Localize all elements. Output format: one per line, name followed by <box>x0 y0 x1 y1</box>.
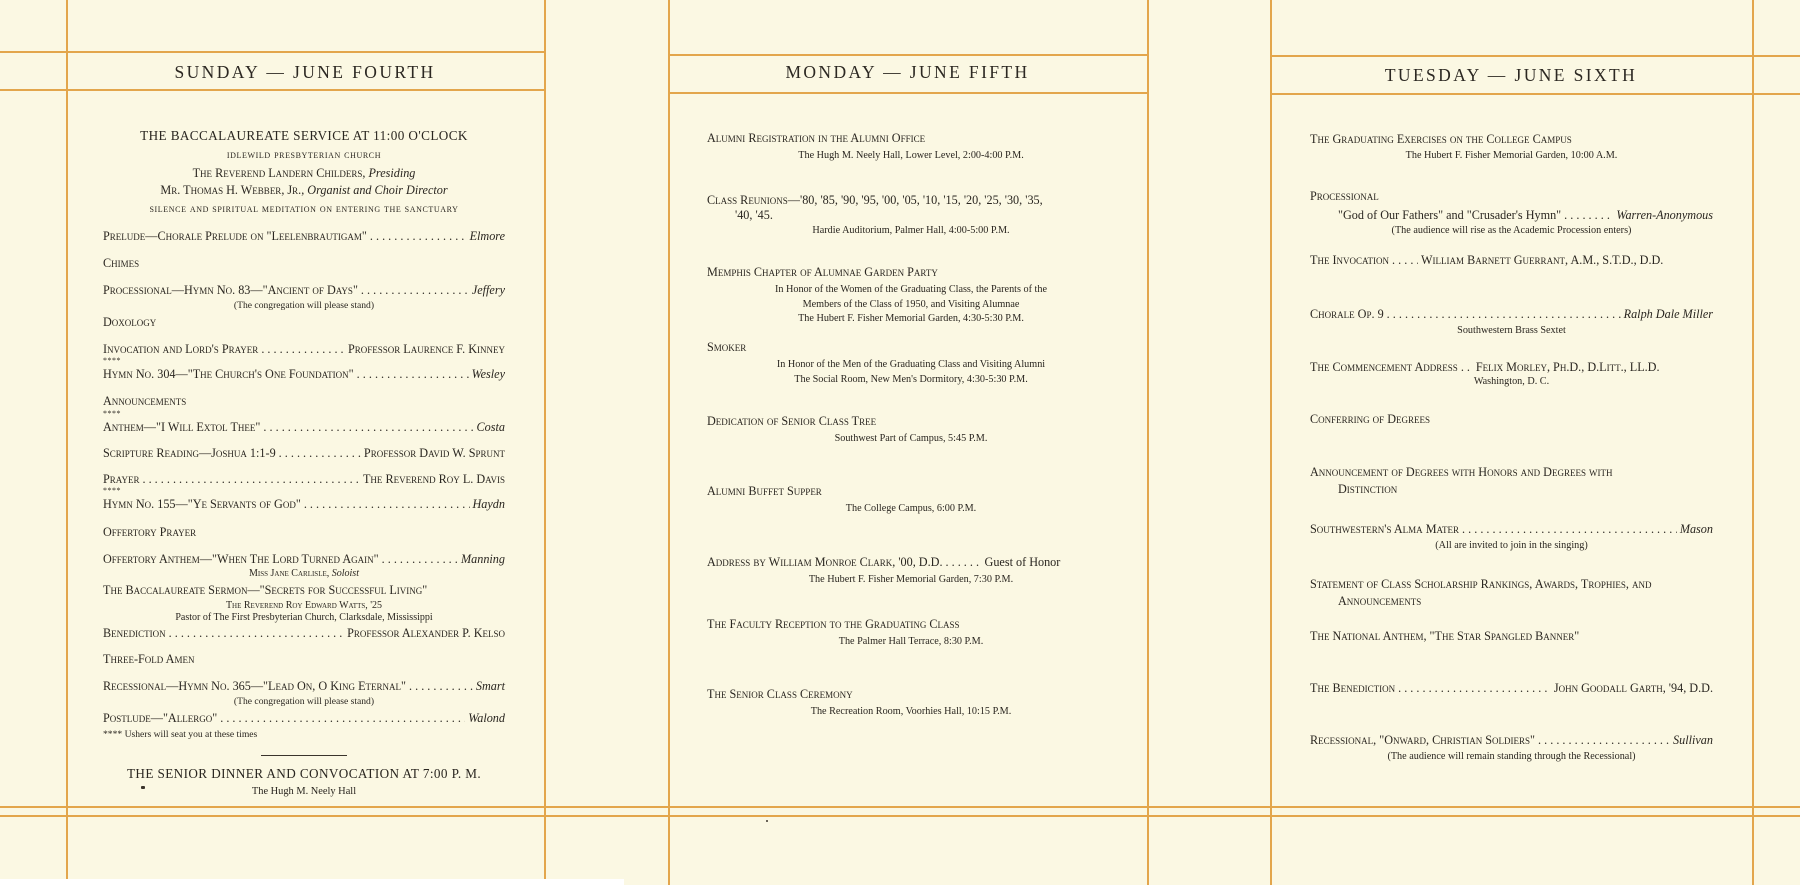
event-details <box>707 358 1115 387</box>
guide-line <box>1270 55 1800 57</box>
dot-leader <box>304 497 470 512</box>
sermon-label: The Baccalaureate Sermon—"Secrets for Successful Living" <box>103 582 428 597</box>
sunday-program <box>103 128 505 798</box>
soloist-name: Miss Jane Carlisle, <box>249 568 330 580</box>
event-detail: The Hugh M. Neely Hall, Lower Level, 2:00-4:00 P.M. <box>798 150 1024 162</box>
tuesday-item <box>1310 360 1713 389</box>
church-name: idlewild presbyterian church <box>226 148 382 161</box>
hymn-155-label: Hymn No. 155—"Ye Servants of God" <box>103 497 301 512</box>
invocation-label: The Invocation <box>1310 253 1390 267</box>
exercises-place: The Hubert F. Fisher Memorial Garden, 10:00 A.M. <box>1405 150 1618 162</box>
presiding-role: Presiding <box>368 165 416 180</box>
tuesday-item <box>1310 465 1713 498</box>
dot-leader <box>169 626 345 641</box>
event-title: The Senior Class Ceremony <box>707 687 853 701</box>
presiding-line <box>103 166 505 181</box>
recessional-label: Recessional, "Onward, Christian Soldiers" <box>1310 733 1536 747</box>
benediction-label: Benediction <box>103 625 166 640</box>
postlude-row <box>103 711 505 726</box>
alma-mater-label: Southwestern's Alma Mater <box>1310 522 1460 536</box>
tuesday-item <box>1310 412 1713 427</box>
hymn-304-composer: Wesley <box>471 367 505 382</box>
monday-event <box>707 617 1115 650</box>
guide-line <box>66 0 68 885</box>
benediction-row <box>1310 681 1713 696</box>
postlude-label: Postlude—"Allergo" <box>103 710 218 725</box>
dot-leader <box>409 679 473 694</box>
tuesday-item <box>1310 681 1713 696</box>
event-details <box>707 283 1115 326</box>
guide-line <box>544 0 546 885</box>
dot-leader <box>1398 681 1551 696</box>
guide-line <box>668 54 1147 56</box>
dot-leader <box>1538 733 1670 748</box>
event-title-continued: '40, '45. <box>735 208 773 223</box>
scripture-row <box>103 446 505 461</box>
event-detail: The Palmer Hall Terrace, 8:30 P.M. <box>838 636 984 648</box>
doxology: Doxology <box>103 314 157 329</box>
offertory-anthem-label: Offertory Anthem—"When The Lord Turned Again" <box>103 551 379 566</box>
prelude-label: Prelude—Chorale Prelude on "Leelenbrautigam" <box>103 228 367 243</box>
event-title-row <box>707 555 1115 570</box>
tuesday-item <box>1310 253 1713 268</box>
event-title: The Faculty Reception to the Graduating Class <box>707 617 960 631</box>
benediction-person: Professor Alexander P. Kelso <box>347 625 505 640</box>
soloist-role: Soloist <box>331 568 359 580</box>
monday-event <box>707 687 1115 720</box>
event-detail: The College Campus, 6:00 P.M. <box>845 503 977 515</box>
baccalaureate-title: THE BACCALAUREATE SERVICE AT 11:00 O'CLOCK <box>140 128 468 143</box>
chorale-composer: Ralph Dale Miller <box>1623 307 1713 321</box>
offertory-prayer: Offertory Prayer <box>103 524 197 539</box>
invocation-row <box>103 342 505 357</box>
processional-hymns: "God of Our Fathers" and "Crusader's Hymn" <box>1338 208 1562 223</box>
event-title: Address by William Monroe Clark, '00, D.D. <box>707 555 943 569</box>
usher-stars: **** <box>103 356 121 366</box>
hymn-155-row <box>103 497 505 512</box>
event-detail: Members of the Class of 1950, and Visiting Alumnae <box>802 298 1020 310</box>
dot-leader <box>370 229 467 244</box>
processional-row <box>103 283 505 298</box>
hymn-304-label: Hymn No. 304—"The Church's One Foundation" <box>103 367 354 382</box>
processional-row <box>1310 208 1713 223</box>
address-row <box>1310 360 1713 375</box>
alma-mater-row <box>1310 522 1713 537</box>
address-person: Felix Morley, Ph.D., D.Litt., LL.D. <box>1475 360 1660 374</box>
hymn-304-row <box>103 367 505 382</box>
prayer-person: The Reverend Roy L. Davis <box>362 472 505 487</box>
guide-line <box>0 51 544 53</box>
guide-line <box>0 89 544 91</box>
event-detail: Hardie Auditorium, Palmer Hall, 4:00-5:00 P.M. <box>812 224 1010 236</box>
tuesday-item <box>1310 189 1713 237</box>
organist-role: Organist and Choir Director <box>307 183 448 198</box>
benediction-row <box>103 626 505 641</box>
organist-line <box>103 183 505 198</box>
event-title: Memphis Chapter of Alumnae Garden Party <box>707 265 938 279</box>
announcement-line: Announcement of Degrees with Honors and Degrees with <box>1310 465 1613 479</box>
guide-line <box>0 815 1800 817</box>
alma-mater-note: (All are invited to join in the singing) <box>1435 540 1588 552</box>
usher-stars: **** <box>103 486 121 496</box>
tuesday-item <box>1310 577 1713 610</box>
address-label: The Commencement Address <box>1310 360 1458 374</box>
dot-leader <box>1564 208 1613 223</box>
sermon-preacher: The Reverend Roy Edward Watts, '25 <box>225 599 383 611</box>
guide-line <box>668 0 670 885</box>
tuesday-item <box>1310 629 1713 644</box>
soloist-line <box>103 568 505 581</box>
processional-label: Processional <box>1310 189 1379 203</box>
recessional-row <box>103 679 505 694</box>
announcements: Announcements <box>103 394 187 409</box>
tuesday-item <box>1310 307 1713 338</box>
prelude-row <box>103 229 505 244</box>
day-heading-tuesday: TUESDAY — JUNE SIXTH <box>1384 65 1638 85</box>
prelude-composer: Elmore <box>469 228 505 243</box>
recessional-composer: Sullivan <box>1673 733 1713 747</box>
dot-leader <box>279 446 361 461</box>
chorale-row <box>1310 307 1713 322</box>
processional-note: (The audience will rise as the Academic Procession enters) <box>1391 224 1632 236</box>
benediction-person: John Goodall Garth, '94, D.D. <box>1553 681 1713 695</box>
announcement-line: Distinction <box>1338 482 1398 497</box>
dot-leader <box>142 472 360 487</box>
event-title: Alumni Buffet Supper <box>707 484 822 498</box>
event-detail: The Recreation Room, Voorhies Hall, 10:15 P.M. <box>810 706 1012 718</box>
guide-line <box>668 92 1147 94</box>
anthem-row <box>103 420 505 435</box>
address-place: Washington, D. C. <box>1473 376 1550 388</box>
ushers-note: **** Ushers will seat you at these times <box>103 728 258 740</box>
prayer-label: Prayer <box>103 472 140 487</box>
alma-mater-composer: Mason <box>1679 522 1713 536</box>
guide-line <box>1270 0 1272 885</box>
offertory-anthem-composer: Manning <box>460 551 505 566</box>
dot-leader <box>220 711 465 726</box>
organist-name: Mr. Thomas H. Webber, Jr., <box>160 183 305 198</box>
invocation-label: Invocation and Lord's Prayer <box>103 341 259 356</box>
event-honor: Guest of Honor <box>984 555 1061 569</box>
event-title: Alumni Registration in the Alumni Office <box>707 131 926 145</box>
ink-speck <box>141 786 145 789</box>
recessional-row <box>1310 733 1713 748</box>
event-detail: The Social Room, New Men's Dormitory, 4:30-5:30 P.M. <box>794 373 1028 385</box>
dot-leader <box>1392 253 1418 268</box>
dot-leader <box>263 420 473 435</box>
event-title: Smoker <box>707 340 747 354</box>
processional-note: (The congregation will please stand) <box>233 299 375 311</box>
monday-event <box>707 340 1115 387</box>
invocation-person: William Barnett Guerrant, A.M., S.T.D., D.D. <box>1421 253 1664 267</box>
dot-leader <box>261 342 345 357</box>
prayer-row <box>103 472 505 487</box>
invocation-row <box>1310 253 1713 268</box>
dot-leader <box>357 367 469 382</box>
tuesday-item <box>1310 733 1713 764</box>
dot-leader <box>382 552 458 567</box>
event-title: Class Reunions—'80, '85, '90, '95, '00, '05, '10, '15, '20, '25, '30, '35, <box>707 193 1043 207</box>
guide-line <box>1147 0 1149 885</box>
monday-event <box>707 131 1115 164</box>
presiding-name: The Reverend Landern Childers, <box>192 165 366 180</box>
day-heading-sunday: SUNDAY — JUNE FOURTH <box>174 62 436 82</box>
event-detail: In Honor of the Men of the Graduating Class and Visiting Alumni <box>776 359 1046 371</box>
offertory-anthem-row <box>103 552 505 567</box>
guide-line <box>1752 0 1754 885</box>
statement-line: Announcements <box>1338 594 1422 609</box>
monday-event <box>707 265 1115 326</box>
benediction-label: The Benediction <box>1310 681 1396 695</box>
anthem-label: Anthem—"I Will Extol Thee" <box>103 419 261 434</box>
event-detail: The Hubert F. Fisher Memorial Garden, 4:30-5:30 P.M. <box>798 312 1024 324</box>
processional-label: Processional—Hymn No. 83—"Ancient of Days" <box>103 283 358 298</box>
statement-line: Statement of Class Scholarship Rankings, Awards, Trophies, and <box>1310 577 1652 591</box>
postlude-composer: Walond <box>468 710 505 725</box>
sermon-pastor: Pastor of The First Presbyterian Church, Clarksdale, Mississippi <box>175 612 433 624</box>
event-detail: In Honor of the Women of the Graduating Class, the Parents of the <box>774 284 1047 296</box>
scripture-label: Scripture Reading—Joshua 1:1-9 <box>103 445 276 460</box>
day-heading-monday: MONDAY — JUNE FIFTH <box>785 62 1030 82</box>
senior-dinner-title: THE SENIOR DINNER AND CONVOCATION AT 7:00 P. M. <box>126 765 482 781</box>
conferring-degrees: Conferring of Degrees <box>1310 412 1431 426</box>
chorale-label: Chorale Op. 9 <box>1310 307 1384 321</box>
senior-dinner-place: The Hugh M. Neely Hall <box>251 786 357 798</box>
ink-speck <box>766 820 768 822</box>
processional-composer: Warren-Anonymous <box>1616 208 1713 223</box>
divider-rule <box>261 755 347 756</box>
recessional-note: (The congregation will please stand) <box>233 695 375 707</box>
national-anthem: The National Anthem, "The Star Spangled Banner" <box>1310 629 1580 643</box>
tuesday-item <box>1310 132 1713 163</box>
usher-stars: **** <box>103 408 121 418</box>
event-detail: The Hubert F. Fisher Memorial Garden, 7:30 P.M. <box>808 574 1014 586</box>
recessional-label: Recessional—Hymn No. 365—"Lead On, O King Eternal" <box>103 679 406 694</box>
dot-leader <box>1387 307 1621 322</box>
three-fold-amen: Three-Fold Amen <box>103 652 195 667</box>
exercises-title: The Graduating Exercises on the College Campus <box>1310 132 1572 146</box>
event-title: Dedication of Senior Class Tree <box>707 414 877 428</box>
dot-leader <box>1462 522 1677 537</box>
scan-edge <box>0 879 624 885</box>
monday-event <box>707 484 1115 517</box>
tuesday-item <box>1310 522 1713 553</box>
processional-composer: Jeffery <box>471 283 505 298</box>
monday-event <box>707 193 1115 238</box>
anthem-composer: Costa <box>476 419 505 434</box>
chimes: Chimes <box>103 256 140 271</box>
dot-leader <box>946 555 982 570</box>
hymn-155-composer: Haydn <box>472 497 505 512</box>
recessional-composer: Smart <box>475 679 505 694</box>
monday-event <box>707 414 1115 447</box>
scripture-person: Professor David W. Sprunt <box>363 445 505 460</box>
guide-line <box>0 806 1800 808</box>
monday-event <box>707 555 1115 588</box>
silence-note: silence and spiritual meditation on entering the sanctuary <box>149 203 459 216</box>
chorale-performers: Southwestern Brass Sextet <box>1457 325 1566 337</box>
invocation-person: Professor Laurence F. Kinney <box>347 341 505 356</box>
recessional-note: (The audience will remain standing through the Recessional) <box>1387 751 1636 763</box>
event-detail: Southwest Part of Campus, 5:45 P.M. <box>834 433 988 445</box>
guide-line <box>1270 93 1800 95</box>
dot-leader <box>1461 360 1473 375</box>
dot-leader <box>361 283 469 298</box>
